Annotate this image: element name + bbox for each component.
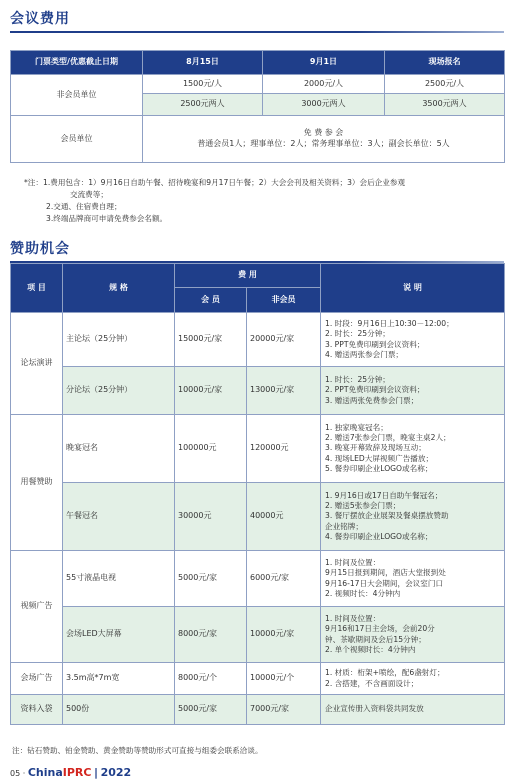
member-price: 8000元/家 bbox=[175, 607, 247, 663]
desc-line: 3. 晚宴开幕致辞及现场互动； bbox=[325, 443, 426, 453]
member-price: 30000元 bbox=[175, 483, 247, 551]
table-row bbox=[11, 415, 505, 483]
footer-separator: | bbox=[94, 766, 99, 779]
brand-logo bbox=[28, 766, 92, 779]
header-date-aug15: 8月15日 bbox=[143, 51, 263, 75]
header-ticket-type: 门票类型/优惠截止日期 bbox=[11, 51, 143, 75]
desc-line: 4. 现场LED大屏视频广告播放； bbox=[325, 453, 434, 463]
table-row bbox=[11, 695, 505, 725]
table-row bbox=[11, 367, 505, 415]
member-info bbox=[143, 116, 505, 163]
spec-cell: 晚宴冠名 bbox=[63, 415, 175, 483]
section-title: 赞助机会 bbox=[10, 241, 70, 257]
spec-cell: 3.5m高*7m宽 bbox=[63, 663, 175, 695]
header-item: 项 目 bbox=[11, 264, 63, 313]
table-cell: 2500元两人 bbox=[143, 94, 263, 116]
desc-cell bbox=[321, 313, 505, 367]
nonmember-price: 10000元/个 bbox=[247, 663, 321, 695]
sponsor-footnote: 注：钻石赞助、铂金赞助、黄金赞助等赞助形式可直接与组委会联系洽谈。 bbox=[12, 746, 263, 755]
desc-line: 2. 时长：25分钟； bbox=[325, 329, 390, 339]
table-row bbox=[11, 607, 505, 663]
member-label: 会员单位 bbox=[11, 116, 143, 163]
desc-line: 9月15日报到期间，酒店大堂报到处 bbox=[325, 568, 446, 578]
category-dining: 用餐赞助 bbox=[11, 415, 63, 551]
desc-line: 9月16和17日主会场，会前20分 bbox=[325, 624, 435, 634]
note-line: 交流费等； bbox=[70, 190, 108, 200]
page-footer bbox=[10, 766, 131, 779]
desc-cell bbox=[321, 483, 505, 551]
header-fee: 费 用 bbox=[175, 264, 321, 288]
member-free-label: 免 费 参 会 bbox=[303, 128, 344, 138]
spec-cell: 分论坛（25分钟） bbox=[63, 367, 175, 415]
category-venue: 会场广告 bbox=[11, 663, 63, 695]
desc-line: 1. 9月16日或17日自助午餐冠名； bbox=[325, 490, 443, 500]
header-date-sep1: 9月1日 bbox=[263, 51, 385, 75]
page-number: 05 · bbox=[10, 769, 26, 778]
member-price: 5000元/家 bbox=[175, 551, 247, 607]
desc-line: 钟、茶歇期间及会后15分钟； bbox=[325, 634, 426, 644]
desc-line: 2. PPT免费印刷到会议资料； bbox=[325, 385, 425, 395]
header-spec: 规 格 bbox=[63, 264, 175, 313]
table-cell: 3000元两人 bbox=[263, 94, 385, 116]
desc-line: 2. 含搭建，不含画面设计； bbox=[325, 678, 419, 688]
section-header-fees bbox=[10, 8, 504, 33]
table-row bbox=[11, 663, 505, 695]
desc-cell bbox=[321, 663, 505, 695]
desc-cell bbox=[321, 607, 505, 663]
table-cell: 1500元/人 bbox=[143, 75, 263, 94]
desc-line: 1. 材质：桁架+喷绘，配6盏射灯； bbox=[325, 668, 445, 678]
table-row bbox=[11, 483, 505, 551]
member-price: 5000元/家 bbox=[175, 695, 247, 725]
nonmember-price: 40000元 bbox=[247, 483, 321, 551]
desc-cell bbox=[321, 415, 505, 483]
category-forum: 论坛演讲 bbox=[11, 313, 63, 415]
desc-cell bbox=[321, 367, 505, 415]
desc-cell bbox=[321, 551, 505, 607]
desc-line: 3. PPT免费印刷到会议资料； bbox=[325, 339, 425, 349]
nonmember-label: 非会员单位 bbox=[11, 75, 143, 116]
note-line: 3.终端品牌商可申请免费参会名额。 bbox=[46, 214, 168, 224]
spec-cell: 500份 bbox=[63, 695, 175, 725]
table-row bbox=[11, 75, 505, 94]
desc-cell bbox=[321, 695, 505, 725]
brand-part-accent: IPRC bbox=[62, 766, 92, 779]
header-onsite: 现场报名 bbox=[385, 51, 505, 75]
desc-line: 4. 赠送两张参会门票； bbox=[325, 349, 404, 359]
table-row bbox=[11, 313, 505, 367]
desc-line: 4. 餐券印刷企业LOGO或名称； bbox=[325, 531, 433, 541]
table-row bbox=[11, 551, 505, 607]
table-row bbox=[11, 116, 505, 163]
member-price: 100000元 bbox=[175, 415, 247, 483]
desc-line: 2. 单个视频时长：4分钟内 bbox=[325, 644, 416, 654]
nonmember-price: 7000元/家 bbox=[247, 695, 321, 725]
spec-cell: 会场LED大屏幕 bbox=[63, 607, 175, 663]
desc-line: 5. 餐券印刷企业LOGO或名称； bbox=[325, 463, 433, 473]
table-cell: 2500元/人 bbox=[385, 75, 505, 94]
desc-line: 1. 时段：9月16日上10:30－12:00； bbox=[325, 319, 454, 328]
desc-line: 2. 赠送7张参会门票，晚宴主桌2人； bbox=[325, 433, 451, 443]
category-bag: 资料入袋 bbox=[11, 695, 63, 725]
member-price: 8000元/个 bbox=[175, 663, 247, 695]
desc-line: 2. 视频时长：4分钟内 bbox=[325, 588, 401, 598]
spec-cell: 55寸液晶电视 bbox=[63, 551, 175, 607]
desc-line: 3. 餐厅摆放企业展架及餐桌摆放赞助 bbox=[325, 511, 449, 521]
brand-part: China bbox=[27, 766, 63, 779]
note-line: *注：1.费用包含：1）9月16日自助午餐、招待晚宴和9月17日午餐；2）大会会刊及相关资料；3）会后企业参观 bbox=[24, 178, 406, 187]
desc-line: 企业铭牌； bbox=[325, 521, 363, 531]
nonmember-price: 120000元 bbox=[247, 415, 321, 483]
table-cell: 3500元两人 bbox=[385, 94, 505, 116]
fee-table-header-row bbox=[11, 51, 505, 75]
spec-cell: 午餐冠名 bbox=[63, 483, 175, 551]
sponsor-header-row bbox=[11, 264, 505, 288]
member-price: 15000元/家 bbox=[175, 313, 247, 367]
header-desc: 说 明 bbox=[321, 264, 505, 313]
section-header-sponsorship bbox=[10, 238, 504, 263]
footer-year: 2022 bbox=[100, 766, 132, 779]
category-video: 视频广告 bbox=[11, 551, 63, 663]
table-cell: 2000元/人 bbox=[263, 75, 385, 94]
section-divider bbox=[10, 31, 504, 33]
nonmember-price: 20000元/家 bbox=[247, 313, 321, 367]
fee-table bbox=[10, 50, 505, 163]
desc-line: 1. 时长：25分钟； bbox=[325, 375, 390, 385]
fee-notes bbox=[24, 177, 405, 226]
desc-line: 9月16-17日大会期间，会议室门口 bbox=[325, 578, 444, 588]
member-price: 10000元/家 bbox=[175, 367, 247, 415]
member-quota: 普通会员1人；理事单位：2人；常务理事单位：3人；副会长单位：5人 bbox=[197, 139, 450, 148]
desc-line: 2. 赠送5张参会门票； bbox=[325, 501, 401, 511]
note-line: 2.交通、住宿费自理； bbox=[46, 202, 122, 212]
desc-line: 1. 时间及位置： bbox=[325, 558, 381, 567]
header-nonmember: 非会员 bbox=[247, 288, 321, 313]
sponsor-table bbox=[10, 263, 505, 725]
nonmember-price: 10000元/家 bbox=[247, 607, 321, 663]
desc-line: 1. 时间及位置： bbox=[325, 614, 381, 623]
desc-line: 1. 独家晚宴冠名； bbox=[325, 422, 388, 432]
nonmember-price: 13000元/家 bbox=[247, 367, 321, 415]
section-title: 会议费用 bbox=[10, 11, 70, 27]
nonmember-price: 6000元/家 bbox=[247, 551, 321, 607]
desc-line: 企业宣传册入资料袋共同发放 bbox=[325, 704, 424, 714]
spec-cell: 主论坛（25分钟） bbox=[63, 313, 175, 367]
desc-line: 3. 赠送两张免费参会门票； bbox=[325, 395, 419, 405]
header-member: 会 员 bbox=[175, 288, 247, 313]
